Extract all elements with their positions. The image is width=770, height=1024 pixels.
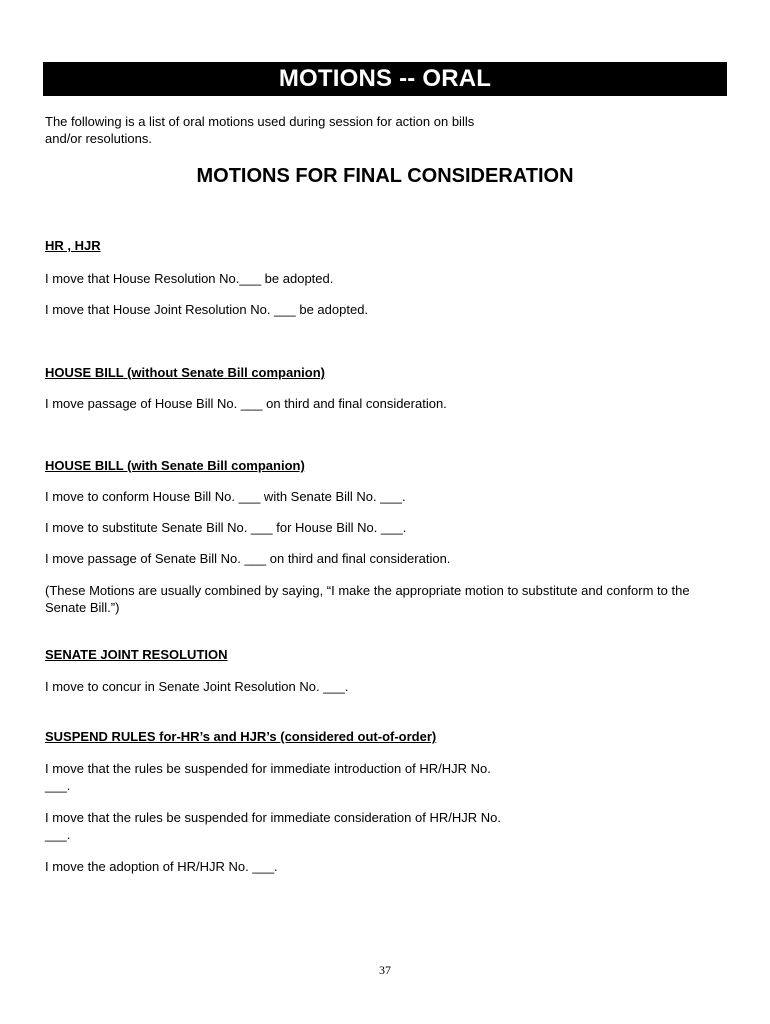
suspend-line-2: I move that the rules be suspended for immediate consideration of HR/HJR No. ___.	[45, 810, 501, 842]
page-number: 37	[379, 963, 391, 977]
sjr-heading: SENATE JOINT RESOLUTION	[45, 647, 228, 662]
sjr-line-1: I move to concur in Senate Joint Resolution No. ___.	[45, 679, 349, 694]
hb-with-note: (These Motions are usually combined by saying, “I make the appropriate motion to substitute and conform to the Senate Bill.”)	[45, 583, 690, 615]
hb-with-line-3: I move passage of Senate Bill No. ___ on third and final consideration.	[45, 551, 451, 566]
section-title: MOTIONS FOR FINAL CONSIDERATION	[196, 165, 574, 187]
intro-paragraph: The following is a list of oral motions used during session for action on bills and/or resolutions.	[45, 114, 475, 146]
suspend-line-1: I move that the rules be suspended for immediate introduction of HR/HJR No. ___.	[45, 761, 491, 793]
hb-with-heading: HOUSE BILL (with Senate Bill companion)	[45, 458, 305, 473]
hr-hjr-heading: HR , HJR	[45, 238, 101, 253]
hr-hjr-line-2: I move that House Joint Resolution No. ___ be adopted.	[45, 302, 369, 317]
suspend-heading: SUSPEND RULES for-HR’s and HJR’s (considered out-of-order)	[45, 729, 437, 744]
hb-with-line-1: I move to conform House Bill No. ___ with Senate Bill No. ___.	[45, 489, 406, 504]
hr-hjr-line-1: I move that House Resolution No.___ be adopted.	[45, 271, 334, 286]
hb-without-heading: HOUSE BILL (without Senate Bill companion)	[45, 365, 325, 380]
hb-with-line-2: I move to substitute Senate Bill No. ___ for House Bill No. ___.	[45, 520, 407, 535]
suspend-line-3: I move the adoption of HR/HJR No. ___.	[45, 859, 278, 874]
page-title: MOTIONS -- ORAL	[43, 62, 727, 96]
hb-without-line-1: I move passage of House Bill No. ___ on third and final consideration.	[45, 396, 447, 411]
